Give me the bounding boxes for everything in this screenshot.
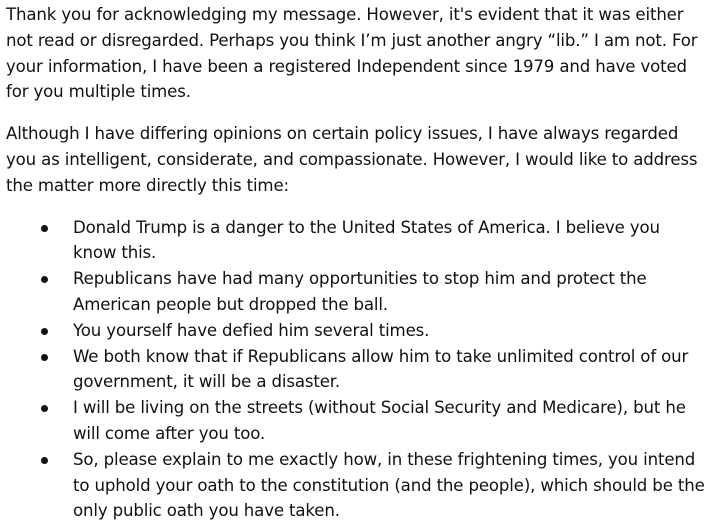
bullet-text: Republicans have had many opportunities to stop him and protect the American people but dropped the ball. [73, 269, 647, 314]
bullet-item [6, 344, 708, 396]
paragraph-address: Although I have differing opinions on certain policy issues, I have always regarded you as intelligent, considerate, and compassionate. However, I would like to address the matter more directly this time: [6, 124, 698, 195]
bullet-dot-icon [41, 354, 48, 361]
bullet-text: We both know that if Republicans allow him to take unlimited control of our government, it will be a disaster. [73, 346, 689, 392]
bullet-text: I will be living on the streets (without Social Security and Medicare), but he will come after you too. [73, 398, 686, 443]
bullet-item [6, 395, 708, 447]
bullet-item [6, 215, 708, 267]
paragraph-intro: Thank you for acknowledging my message. However, it's evident that it was either not read or disregarded. Perhaps you think I’m just another angry “lib.” I am not. For your information, I have been a registered Independent since 1979 and have voted for you multiple times. [6, 5, 698, 102]
bullet-item [6, 318, 708, 344]
bullet-dot-icon [41, 457, 48, 464]
bullet-dot-icon [41, 276, 48, 283]
bullet-dot-icon [41, 328, 48, 335]
bullet-dot-icon [41, 405, 48, 412]
bullet-item [6, 266, 708, 318]
bullet-list [6, 215, 706, 524]
bullet-item [6, 447, 708, 524]
bullet-text: Donald Trump is a danger to the United States of America. I believe you know this. [73, 217, 660, 263]
letter-body [6, 2, 706, 524]
bullet-dot-icon [41, 225, 48, 232]
bullet-text: You yourself have defied him several times. [73, 320, 430, 340]
bullet-text: So, please explain to me exactly how, in these frightening times, you intend to uphold your oath to the constitution (and the people), which should be the only public oath you have taken. [73, 449, 705, 521]
